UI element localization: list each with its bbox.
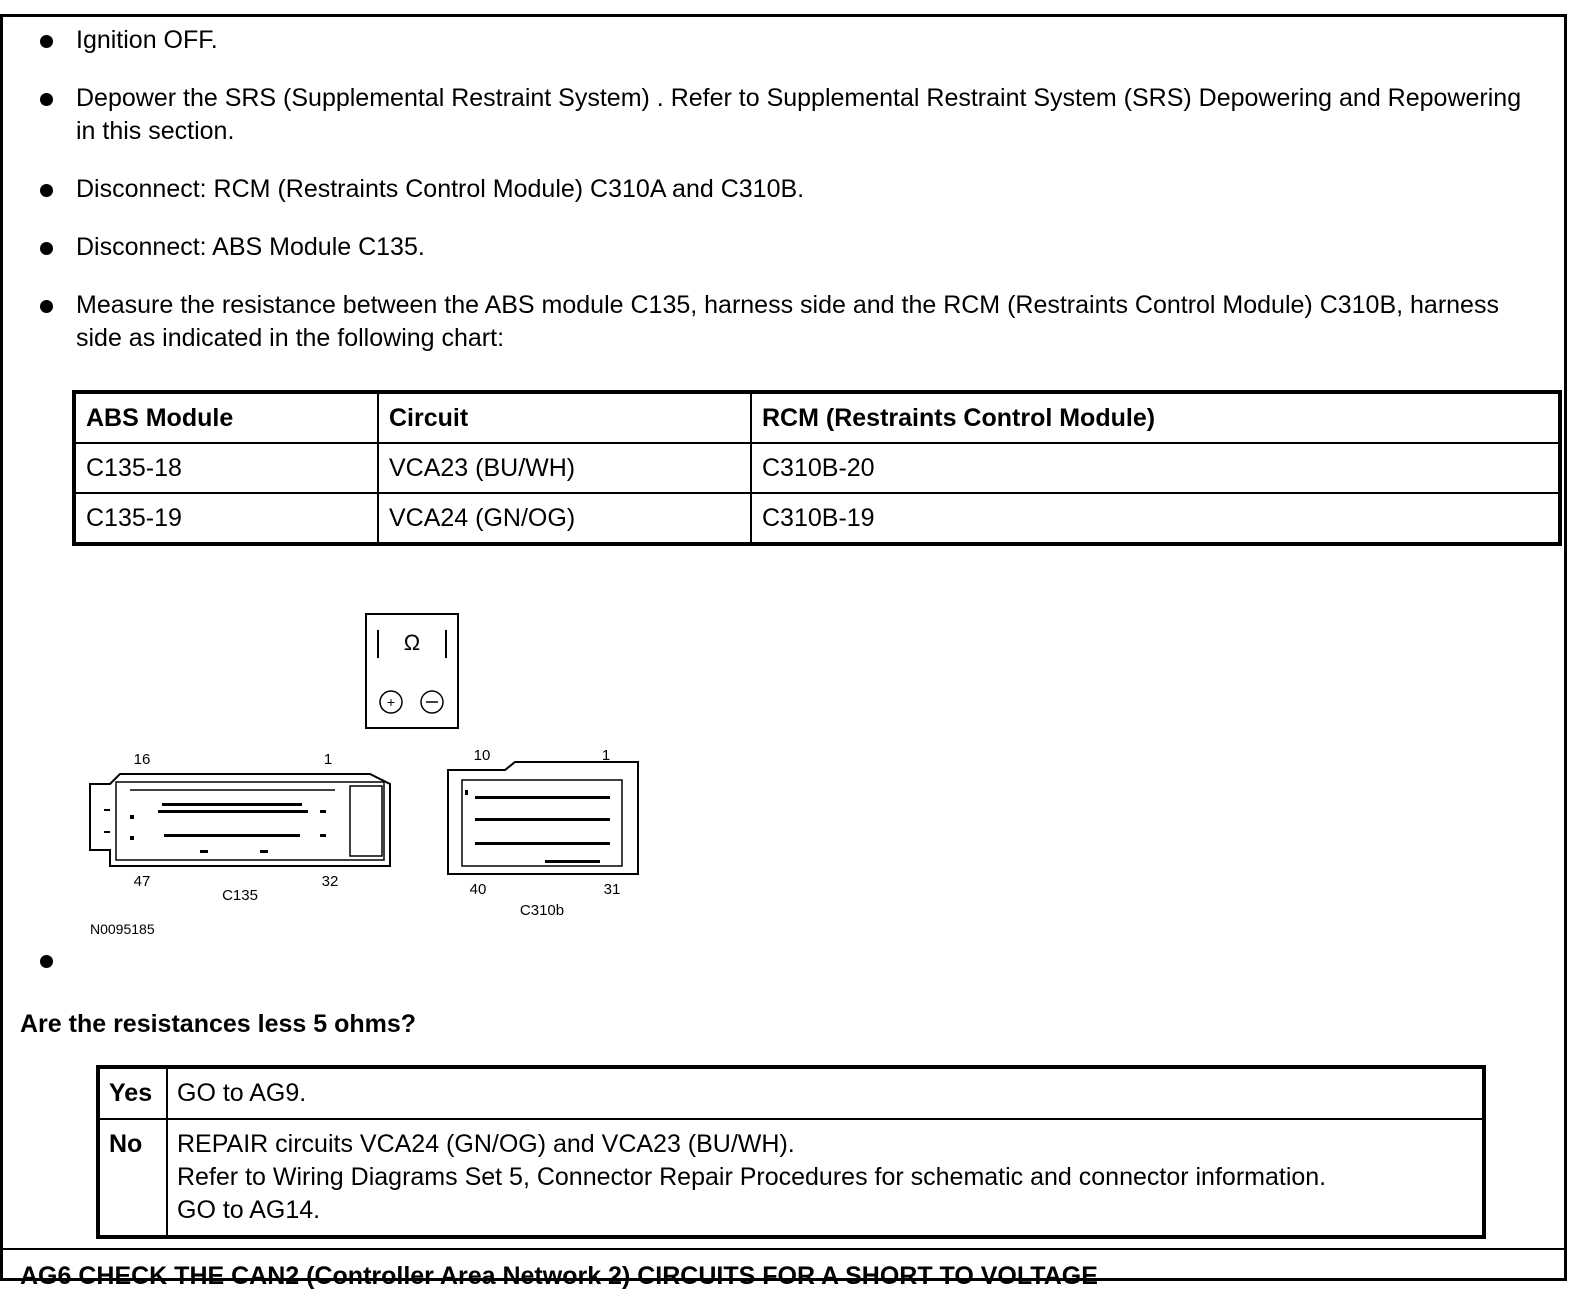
- measurement-table: [72, 390, 1562, 546]
- connector-label: C135: [222, 887, 258, 904]
- pin-label: 31: [603, 881, 621, 898]
- ohm-symbol: Ω: [403, 630, 421, 655]
- step-text: Disconnect: RCM (Restraints Control Module) C310A and C310B.: [76, 175, 805, 203]
- table-row: [98, 1119, 1484, 1237]
- pin-label: 1: [601, 747, 611, 764]
- bullet-icon: [40, 242, 53, 255]
- table-cell: C135-18: [74, 443, 378, 493]
- table-row: [74, 443, 1560, 493]
- c310b-connector: [448, 747, 638, 919]
- table-cell: VCA23 (BU/WH): [378, 443, 751, 493]
- yes-no-table: [96, 1065, 1486, 1239]
- step-text: Measure the resistance between the ABS module C135, harness side and the RCM (Restraints Control Module) C310B, harness side as indicated in the following chart:: [76, 291, 1499, 352]
- action-line: GO to AG14.: [177, 1196, 321, 1224]
- action-line: GO to AG9.: [177, 1079, 307, 1107]
- bullet-icon: [40, 184, 53, 197]
- table-header-row: [74, 392, 1560, 443]
- pin-label: 47: [133, 873, 151, 890]
- step-list: [36, 24, 1536, 380]
- c135-connector: [90, 751, 390, 904]
- answer-action: [167, 1119, 1484, 1237]
- svg-text:+: +: [386, 694, 396, 710]
- pin-label: 10: [473, 747, 491, 764]
- step-item: [36, 289, 1536, 355]
- column-header: Circuit: [378, 392, 751, 443]
- column-header: ABS Module: [74, 392, 378, 443]
- action-line: REPAIR circuits VCA24 (GN/OG) and VCA23 (BU/WH).: [177, 1130, 795, 1158]
- table-cell: C135-19: [74, 493, 378, 544]
- pin-label: 16: [133, 751, 151, 768]
- step-text: Ignition OFF.: [76, 26, 218, 54]
- bullet-icon: [40, 35, 53, 48]
- connector-diagram: [80, 610, 680, 950]
- step-item: [36, 173, 1536, 206]
- next-step-heading: AG6 CHECK THE CAN2 (Controller Area Network 2) CIRCUITS FOR A SHORT TO VOLTAGE: [0, 1248, 1567, 1291]
- pin-label: 40: [469, 881, 487, 898]
- answer-key: Yes: [98, 1067, 167, 1119]
- table-row: [98, 1067, 1484, 1119]
- question-text: Are the resistances less 5 ohms?: [20, 1010, 417, 1038]
- table-cell: C310B-20: [751, 443, 1560, 493]
- connector-label: C310b: [519, 902, 565, 919]
- ohmmeter-icon: [366, 614, 458, 728]
- action-line: Refer to Wiring Diagrams Set 5, Connector Repair Procedures for schematic and connector information.: [177, 1163, 1327, 1191]
- pin-label: 32: [321, 873, 339, 890]
- answer-action: [167, 1067, 1484, 1119]
- table-cell: VCA24 (GN/OG): [378, 493, 751, 544]
- step-item: [36, 231, 1536, 264]
- table-cell: C310B-19: [751, 493, 1560, 544]
- bullet-icon: [40, 300, 53, 313]
- column-header: RCM (Restraints Control Module): [751, 392, 1560, 443]
- answer-key: No: [98, 1119, 167, 1237]
- bullet-icon: [40, 955, 53, 968]
- step-text: Depower the SRS (Supplemental Restraint System) . Refer to Supplemental Restraint System (SRS) Depowering and Repowering in this section.: [76, 84, 1522, 145]
- pin-label: 1: [323, 751, 333, 768]
- figure-id: N0095185: [90, 921, 155, 937]
- step-item: [36, 82, 1536, 148]
- step-item: [36, 24, 1536, 57]
- bullet-icon: [40, 93, 53, 106]
- step-text: Disconnect: ABS Module C135.: [76, 233, 425, 261]
- table-row: [74, 493, 1560, 544]
